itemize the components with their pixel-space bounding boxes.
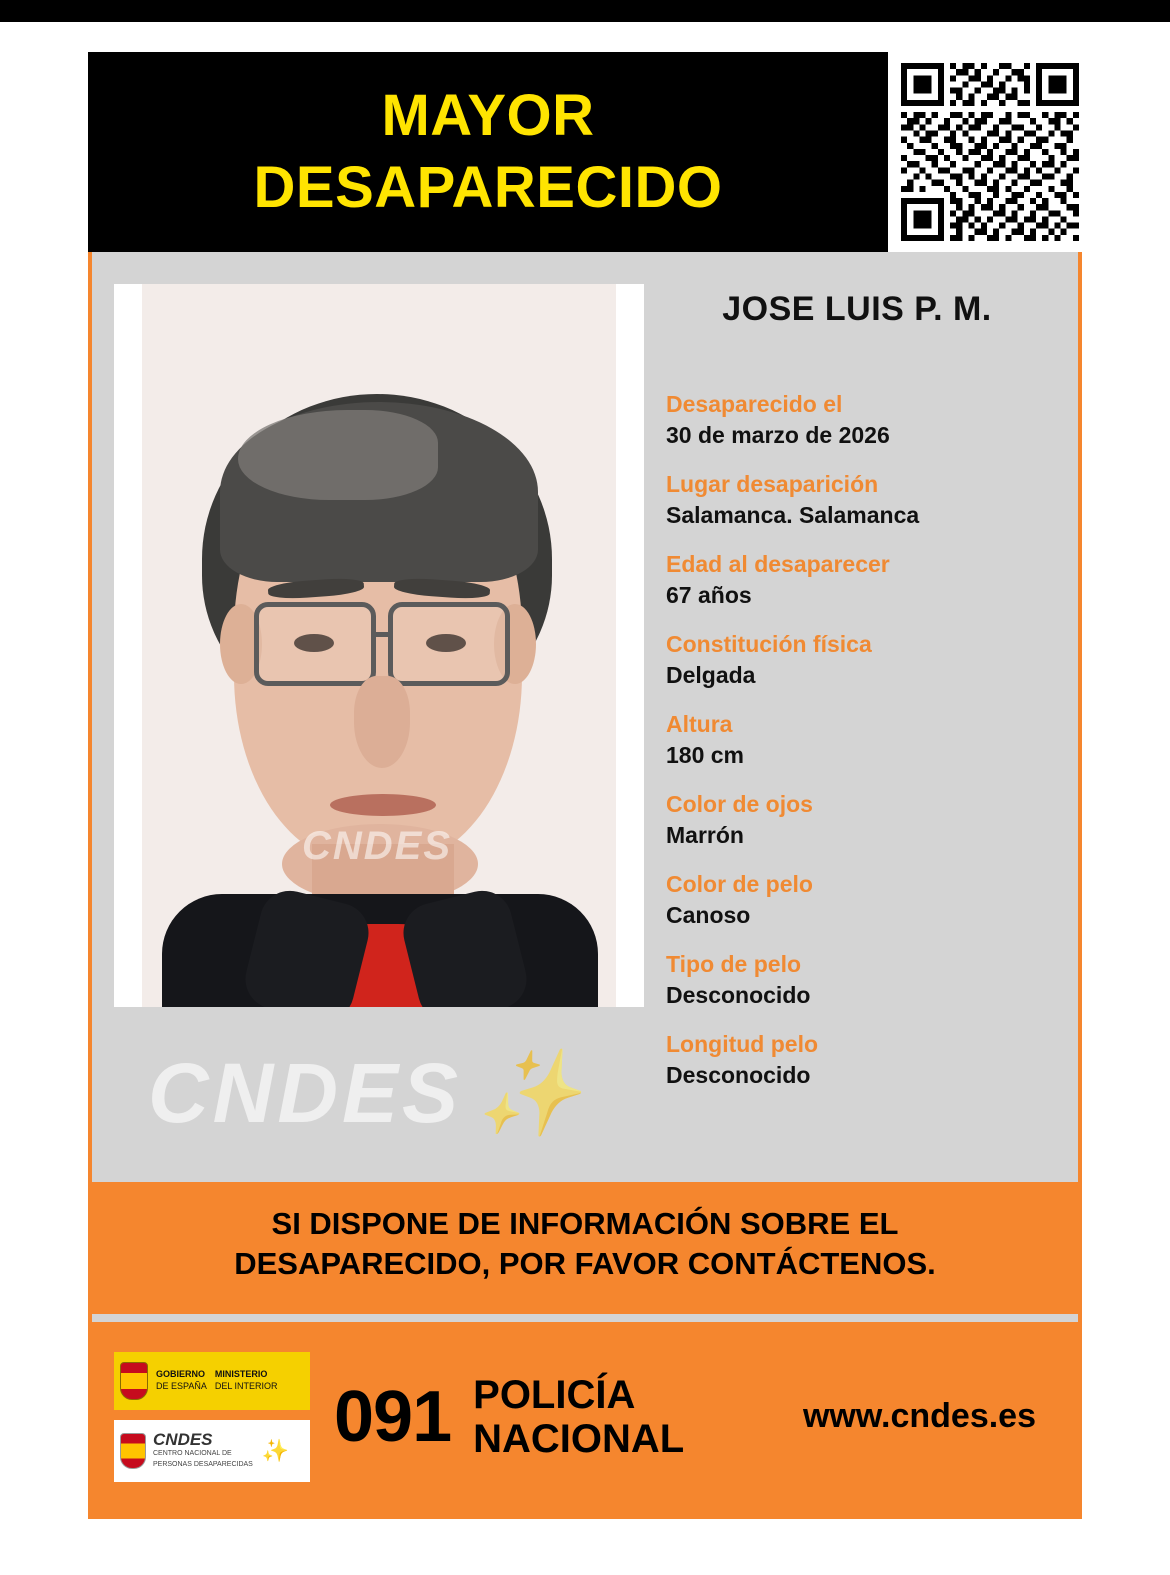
- field-label: Color de ojos: [666, 791, 813, 817]
- banner-divider: [92, 1311, 1078, 1325]
- spain-coat-of-arms-icon: [120, 1362, 148, 1400]
- missing-person-photo: [142, 284, 616, 1007]
- footer-logos: [114, 1352, 324, 1482]
- photo-column: [92, 252, 644, 1182]
- field-tipo-pelo: [666, 951, 1048, 1009]
- cndes-logo: [114, 1420, 310, 1482]
- field-label: Desaparecido el: [666, 391, 843, 417]
- portrait-illustration: [142, 284, 616, 1007]
- poster-watermark-text: CNDES: [148, 1046, 463, 1140]
- gobierno-de-espana-logo: [114, 1352, 310, 1410]
- field-label: Longitud pelo: [666, 1031, 819, 1057]
- header-banner: [88, 52, 888, 252]
- field-value: Desconocido: [666, 1062, 811, 1088]
- field-value: Desconocido: [666, 982, 811, 1008]
- field-value: Salamanca. Salamanca: [666, 502, 920, 528]
- poster-body: [88, 252, 1082, 1519]
- contact-line-1: SI DISPONE DE INFORMACIÓN SOBRE EL: [271, 1206, 899, 1241]
- info-row: [92, 252, 1078, 1182]
- field-label: Constitución física: [666, 631, 872, 657]
- field-color-ojos: [666, 791, 1048, 849]
- field-constitucion-fisica: [666, 631, 1048, 689]
- gob-line-1: GOBIERNO: [156, 1369, 206, 1380]
- field-lugar-desaparicion: [666, 471, 1048, 529]
- cndes-sub-1: CENTRO NACIONAL DE: [153, 1450, 232, 1458]
- qr-container: [888, 52, 1082, 252]
- poster-footer: [92, 1325, 1078, 1515]
- poster-header: [88, 52, 1082, 252]
- poster-title-line1: MAYOR: [381, 82, 595, 148]
- gob-line-2: DE ESPAÑA: [156, 1380, 207, 1391]
- field-label: Color de pelo: [666, 871, 813, 897]
- emergency-phone-number[interactable]: 091: [334, 1376, 452, 1457]
- field-desaparecido-el: [666, 391, 1048, 449]
- runner-figure-icon: ✨: [476, 1046, 585, 1140]
- field-value: Canoso: [666, 902, 751, 928]
- website-link[interactable]: www.cndes.es: [802, 1397, 1036, 1436]
- field-value: 180 cm: [666, 742, 745, 768]
- min-line-2: DEL INTERIOR: [214, 1380, 278, 1391]
- field-value: Delgada: [666, 662, 756, 688]
- field-label: Tipo de pelo: [666, 951, 802, 977]
- police-line-1: POLICÍA: [473, 1372, 636, 1417]
- runner-figure-icon: ✨: [261, 1437, 290, 1463]
- cndes-brand: [153, 1431, 253, 1448]
- min-line-1: MINISTERIO: [214, 1369, 268, 1380]
- cndes-brand-part-1: CN: [153, 1430, 178, 1450]
- cndes-logo-text: [153, 1431, 253, 1470]
- qr-code-icon[interactable]: [901, 63, 1079, 241]
- field-value: Marrón: [666, 822, 744, 848]
- ministerio-logo-text: [215, 1369, 278, 1392]
- poster-title-line2: DESAPARECIDO: [253, 155, 723, 220]
- police-label: [473, 1373, 684, 1461]
- contact-line-2: DESAPARECIDO, POR FAVOR CONTÁCTENOS.: [234, 1246, 936, 1282]
- poster-title: [254, 80, 723, 225]
- gobierno-logo-text: [156, 1369, 207, 1392]
- field-value: 67 años: [666, 582, 752, 608]
- cndes-shield-icon: [120, 1433, 146, 1469]
- field-value: 30 de marzo de 2026: [666, 422, 890, 448]
- contact-banner: [92, 1182, 1078, 1311]
- police-line-2: NACIONAL: [473, 1416, 685, 1461]
- field-label: Lugar desaparición: [666, 471, 879, 497]
- field-edad: [666, 551, 1048, 609]
- field-longitud-pelo: [666, 1031, 1048, 1089]
- photo-watermark: CNDES: [302, 824, 453, 868]
- field-altura: [666, 711, 1048, 769]
- poster-watermark: [148, 1044, 585, 1143]
- cndes-sub-2: PERSONAS DESAPARECIDAS: [153, 1461, 253, 1469]
- field-color-pelo: [666, 871, 1048, 929]
- person-name: JOSE LUIS P. M.: [722, 290, 992, 328]
- details-column: [644, 252, 1078, 1182]
- field-label: Edad al desaparecer: [666, 551, 890, 577]
- bottom-spacer: [88, 1519, 1082, 1545]
- photo-frame: [114, 284, 644, 1007]
- poster-content: [0, 22, 1170, 1575]
- field-label: Altura: [666, 711, 733, 737]
- cndes-brand-part-2: DES: [177, 1430, 213, 1450]
- top-black-bar: [0, 0, 1170, 22]
- emergency-contact: [334, 1373, 684, 1461]
